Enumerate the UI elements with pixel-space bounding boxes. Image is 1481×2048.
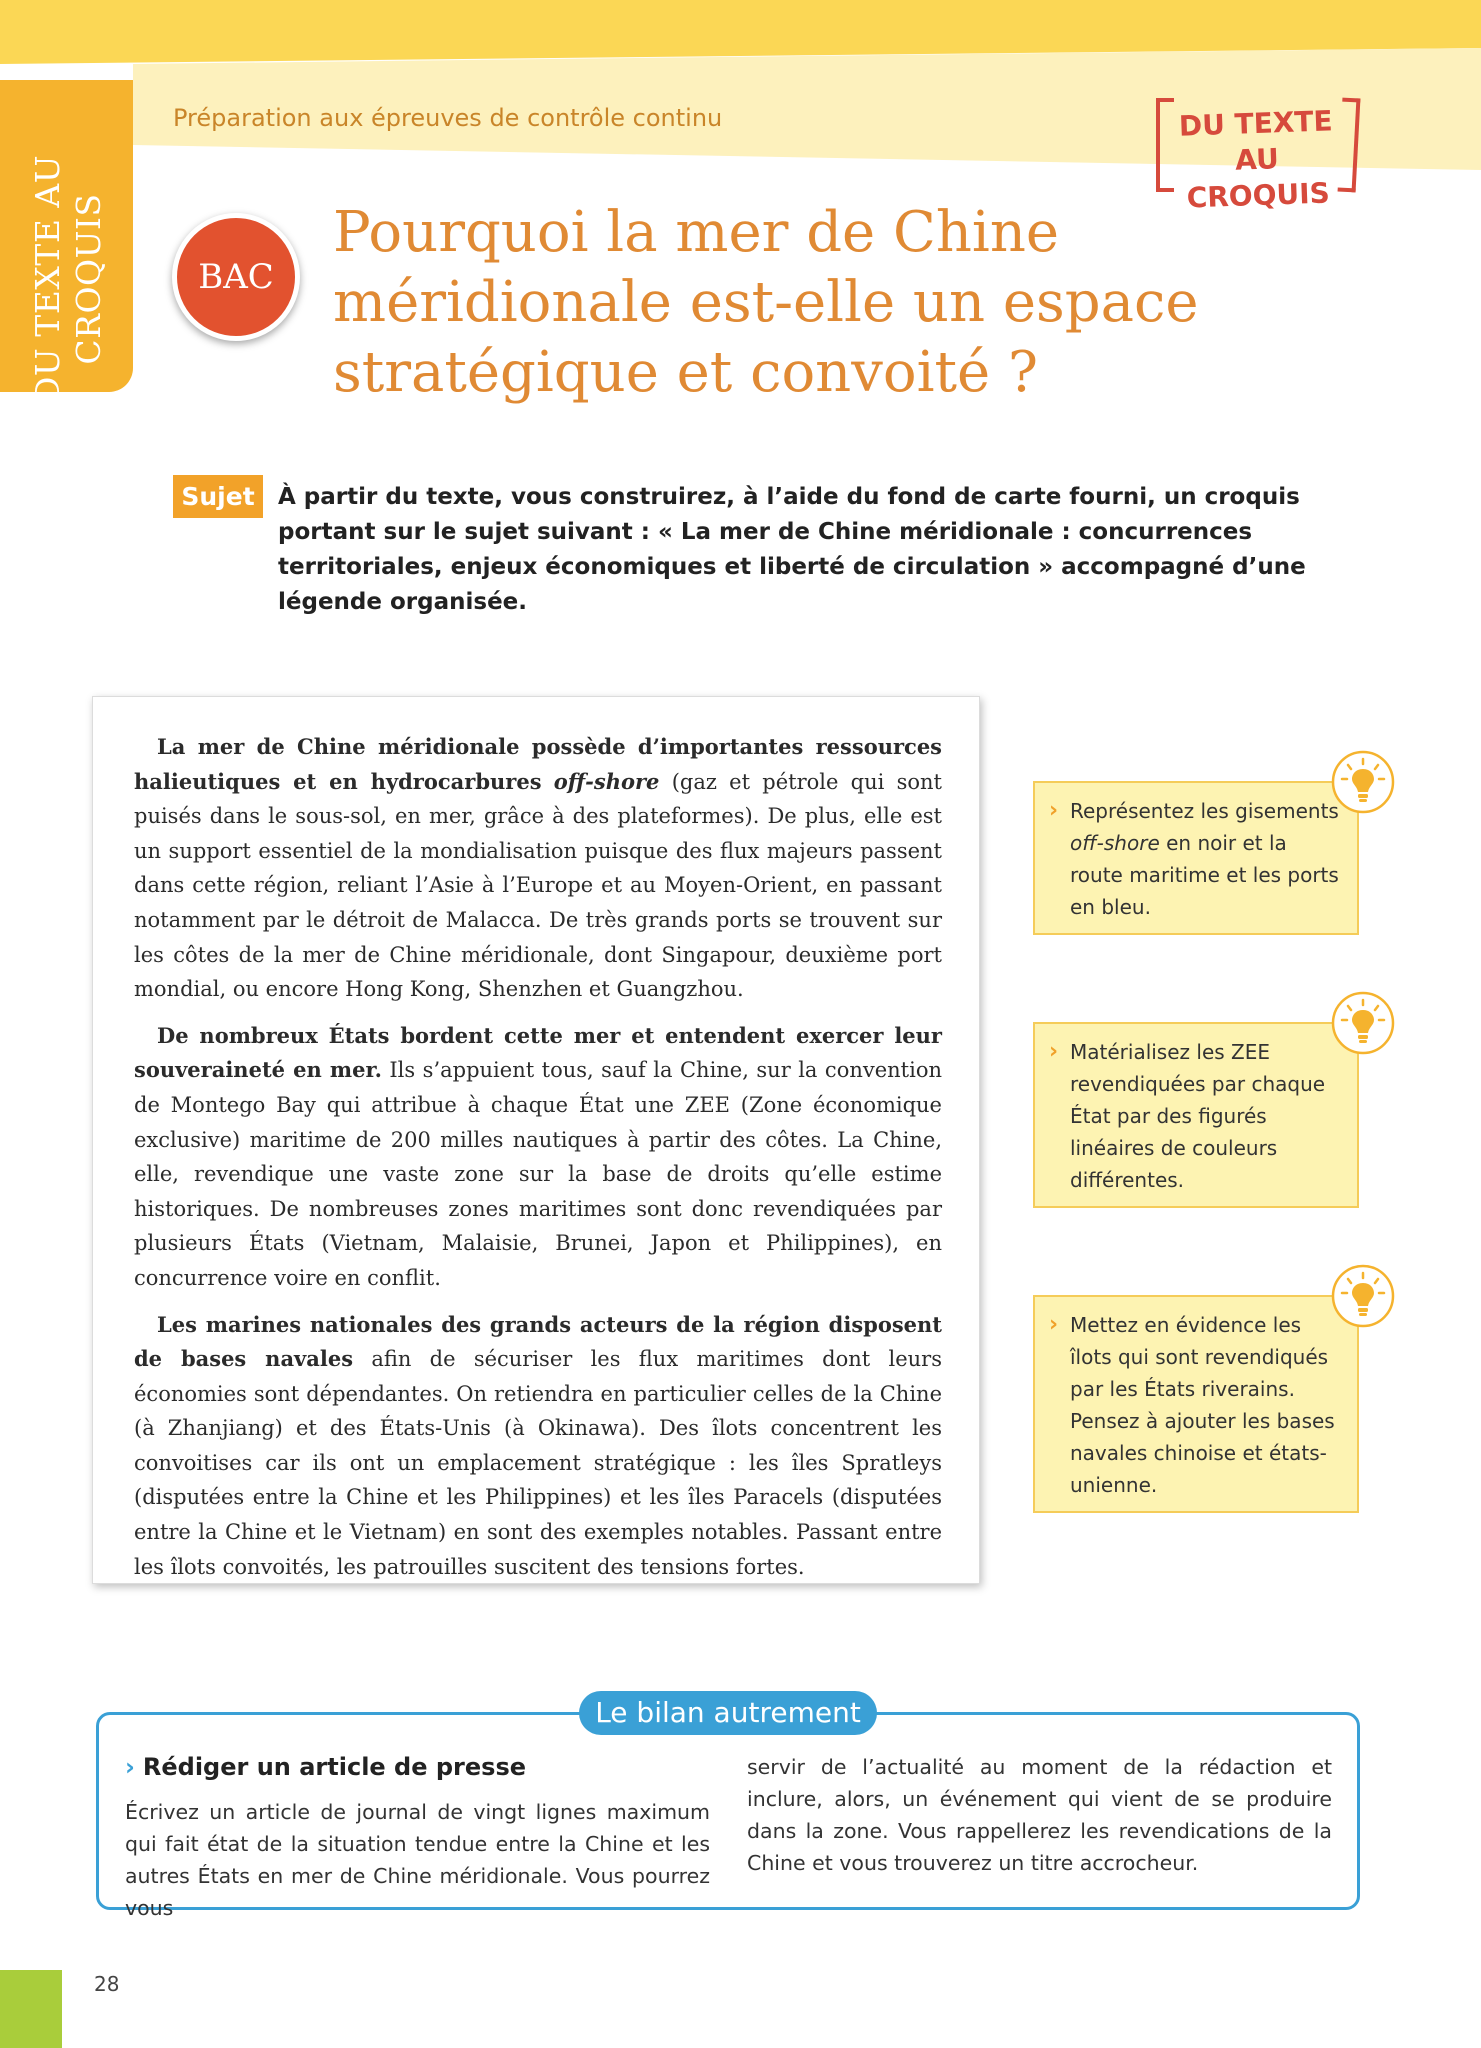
lightbulb-icon: [1329, 989, 1397, 1057]
bilan-tag: Le bilan autrement: [579, 1691, 877, 1735]
tip-box-1: [1033, 781, 1359, 935]
stamp-line-2: AU CROQUIS: [1186, 142, 1331, 215]
p2-rest: Ils s’appuient tous, sauf la Chine, sur la convention de Montego Bay qui attribue à chaque État une ZEE (Zone économique exclusive) maritime de 200 milles nautiques à partir des côtes. La Chine, elle, revendique une vaste zone sur la base de droits qu’elle estime historiques. De nombreuses zones maritimes sont donc revendiquées par plusieurs États (Vietnam, Malaisie, Brunei, Japon et Philippines), en concurrence voire en conflit.: [134, 1058, 942, 1290]
sujet-text: À partir du texte, vous construirez, à l’aide du fond de carte fourni, un croquis portant sur le sujet suivant : « La mer de Chine méridionale : concurrences territoriales, enjeux économiques et liberté de circulation » accompagné d’une légende organisée.: [278, 484, 1306, 615]
lightbulb-icon: [1329, 1262, 1397, 1330]
tip-1-before: Représentez les gisements: [1070, 799, 1339, 823]
document-paragraph-3: [134, 1308, 942, 1585]
document-paragraph-2: [134, 1019, 942, 1296]
chevron-right-icon: ›: [1049, 1039, 1059, 1064]
bilan-heading: [125, 1751, 526, 1783]
stamp: [1152, 98, 1362, 215]
tip-1-after: en noir et la route maritime et les ports en bleu.: [1070, 831, 1339, 919]
p2-bold: De nombreux États bordent cette mer et entendent exercer leur souveraineté en mer.: [134, 1022, 942, 1083]
p1-italic: off-shore: [553, 768, 660, 794]
document-box: [92, 696, 980, 1584]
tip-1-italic: off-shore: [1070, 831, 1160, 855]
bilan-heading-text: Rédiger un article de presse: [142, 1753, 526, 1781]
preparation-label: Préparation aux épreuves de contrôle continu: [173, 104, 723, 132]
sujet-badge: Sujet: [173, 475, 263, 518]
tip-2-text: Matérialisez les ZEE revendiquées par chaque État par des figurés linéaires de couleurs différentes.: [1070, 1040, 1326, 1192]
bac-badge: BAC: [172, 213, 300, 341]
lightbulb-icon: [1329, 748, 1397, 816]
stamp-line-1: DU TEXTE: [1178, 104, 1334, 143]
page-number: 28: [94, 1972, 120, 1996]
tip-box-3: [1033, 1295, 1359, 1513]
page-corner-tab: [0, 1970, 62, 2048]
p1-bold: La mer de Chine méridionale possède d’importantes ressources halieutiques et en hydrocarbures: [134, 734, 942, 794]
chevron-right-icon: ›: [1049, 798, 1059, 823]
tip-box-2: [1033, 1022, 1359, 1208]
document-paragraph-1: [134, 730, 942, 1007]
bilan-column-1: Écrivez un article de journal de vingt lignes maximum qui fait état de la situation tendue entre la Chine et les autres États en mer de Chine méridionale. Vous pourrez vous: [125, 1800, 710, 1920]
side-tab: [0, 80, 133, 404]
p3-rest: afin de sécuriser les flux maritimes dont leurs économies sont dépendantes. On retiendra en particulier celles de la Chine (à Zhanjiang) et des États-Unis (à Okinawa). Des îlots concentrent les convoitises car ils ont un emplacement stratégique : les îles Spratleys (disputées entre la Chine et les Philippines) et les îles Paracels (disputées entre la Chine et le Vietnam) en sont des exemples notables. Passant entre les îlots convoités, les patrouilles suscitent des tensions fortes.: [134, 1347, 943, 1579]
side-tab-label: DU TEXTE AU CROQUIS: [28, 154, 108, 404]
p1-rest: (gaz et pétrole qui sont puisés dans le sous-sol, en mer, grâce à des plateformes). De plus, elle est un support essentiel de la mondialisation puisque des flux majeurs passent dans cette région, reliant l’Asie à l’Europe et au Moyen-Orient, en passant notamment par le détroit de Malacca. De très grands ports se trouvent sur les côtes de la mer de Chine méridionale, dont Singapour, deuxième port mondial, ou encore Hong Kong, Shenzhen et Guangzhou.: [134, 769, 942, 1002]
bilan-column-2: servir de l’actualité au moment de la rédaction et inclure, alors, un événement qui vient de se produire dans la zone. Vous rappellerez les revendications de la Chine et vous trouverez un titre accrocheur.: [747, 1755, 1332, 1875]
tip-3-text: Mettez en évidence les îlots qui sont revendiqués par les États riverains. Pensez à ajouter les bases navales chinoise et états-unienne.: [1070, 1313, 1335, 1497]
page-title: Pourquoi la mer de Chine méridionale est-elle un espace stratégique et convoité ?: [333, 200, 1199, 405]
p3-bold: Les marines nationales des grands acteurs de la région disposent de bases navales: [134, 1311, 942, 1372]
chevron-right-icon: ›: [125, 1753, 135, 1781]
document-body: [134, 730, 942, 1596]
chevron-right-icon: ›: [1049, 1312, 1059, 1337]
